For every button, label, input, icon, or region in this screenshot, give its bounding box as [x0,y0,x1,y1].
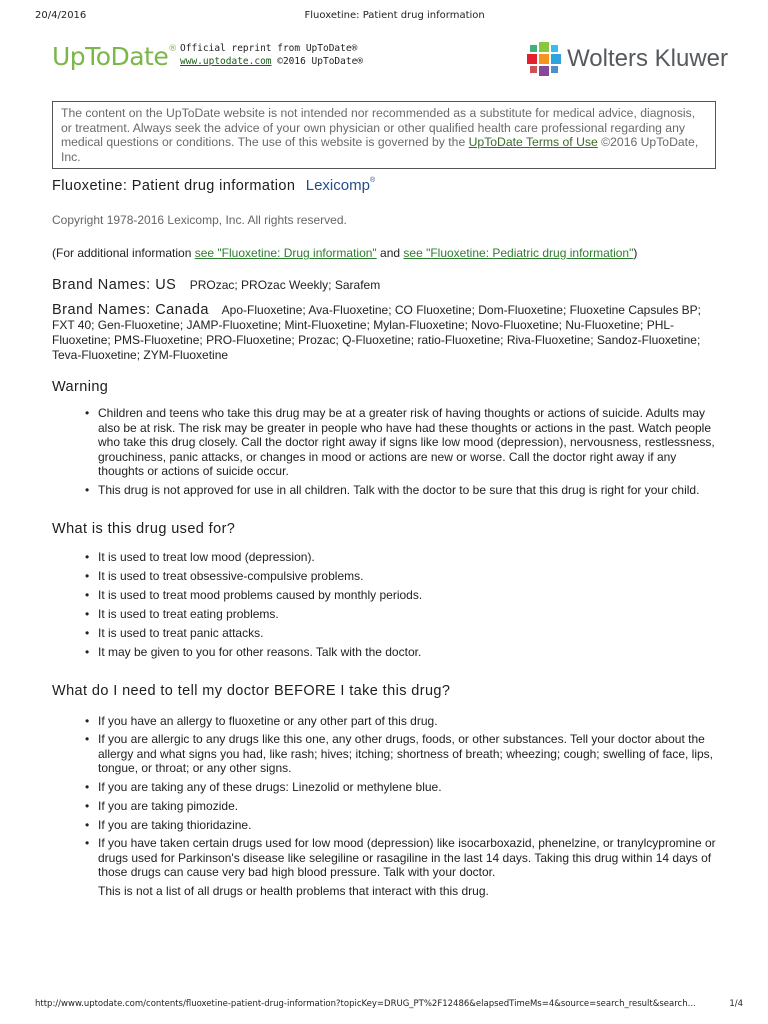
reprint-line: Official reprint from UpToDate® [180,43,358,54]
warning-heading: Warning [52,379,109,395]
print-footer [35,999,743,1009]
print-date: 20/4/2016 [35,10,87,21]
list-item: • Children and teens who take this drug may be at a greater risk of having thoughts or actions of suicide. Adults may also be at risk. The risk may be greater in people who have had these thoughts or actions in the past. Watch people who take this drug closely. Call the doctor right away if signs like low mood (depression), nervousness, restlessness, grouchiness, panic attacks, or changes in mood or actions are new or worse. Call the doctor right away if any thoughts or actions of suicide occur. [52,406,722,479]
wolters-kluwer-text: Wolters Kluwer [567,45,728,72]
interaction-note: This is not a list of all drugs or health problems that interact with this drug. [98,883,489,898]
lexicomp-logo: Lexicomp® [305,177,376,194]
uptodate-url-link[interactable]: www.uptodate.com [180,56,272,67]
list-item: • If you are taking pimozide. [52,799,722,814]
brand-us-names: PROzac; PROzac Weekly; Sarafem [189,278,381,292]
uses-heading: What is this drug used for? [52,521,236,537]
brand-names-canada [52,303,722,363]
list-item: • It is used to treat mood problems caused by monthly periods. [52,588,722,603]
brand-canada-heading: Brand Names: Canada [52,302,209,318]
list-item: • It may be given to you for other reasons. Talk with the doctor. [52,645,722,660]
list-item: • It is used to treat obsessive-compulsive problems. [52,569,722,584]
list-item: • It is used to treat low mood (depression). [52,550,722,565]
brand-us-heading: Brand Names: US [52,277,177,293]
logo-row [52,40,728,80]
list-item: • If you are allergic to any drugs like this one, any other drugs, foods, or other substances. Tell your doctor about the allergy and what signs you had, like rash; hives; itching; shortness of breath; wheezing; cough; swelling of face, lips, tongue, or throat; or any other signs. [52,732,722,776]
article-content [52,177,722,898]
page-url[interactable]: http://www.uptodate.com/contents/fluoxetine-patient-drug-information?topicKey=DRUG_PT%2F12486&elapsedTimeMs=4&source=search_result&search... [35,999,696,1009]
terms-of-use-link[interactable]: UpToDate Terms of Use [468,135,598,149]
list-item: • If you have an allergy to fluoxetine or any other part of this drug. [52,714,722,729]
copyright-text: Copyright 1978-2016 Lexicomp, Inc. All rights reserved. [52,213,347,227]
brand-names-us [52,278,722,293]
print-doc-title: Fluoxetine: Patient drug information [304,10,485,21]
page-title: Fluoxetine: Patient drug information Lexicomp® [52,177,376,194]
reprint-notice: Official reprint from UpToDate® www.uptodate.com ©2016 UpToDate® [180,43,364,67]
drug-info-link[interactable]: see "Fluoxetine: Drug information" [194,246,377,260]
wolters-kluwer-logo[interactable] [527,42,728,76]
before-heading: What do I need to tell my doctor BEFORE I take this drug? [52,682,451,699]
uptodate-logo[interactable]: UpToDate® [52,42,177,71]
uses-list [52,550,722,660]
page-number: 1/4 [729,999,743,1009]
list-item: • This drug is not approved for use in all children. Talk with the doctor to be sure that this drug is right for your child. [52,483,722,498]
wolters-kluwer-mark-icon [527,42,561,76]
pediatric-drug-info-link[interactable]: see "Fluoxetine: Pediatric drug information" [403,246,634,260]
list-item: • If you are taking thioridazine. [52,818,722,833]
warning-list [52,406,722,497]
disclaimer-box: The content on the UpToDate website is not intended nor recommended as a substitute for medical advice, diagnosis, or treatment. Always seek the advice of your own physician or other qualified health care professional regarding any medical questions or conditions. The use of this website is governed by the UpToDate Terms of Use ©2016 UpToDate, Inc. [52,101,716,169]
list-item: • If you have taken certain drugs used for low mood (depression) like isocarboxazid, phenelzine, or tranylcypromine or drugs used for Parkinson's disease like selegiline or rasagiline in the last 14 days. Taking this drug within 14 days of those drugs can cause very bad high blood pressure. Talk with your doctor. [52,836,722,880]
list-item: • If you are taking any of these drugs: Linezolid or methylene blue. [52,780,722,795]
brand-canada-names: Apo-Fluoxetine; Ava-Fluoxetine; CO Fluoxetine; Dom-Fluoxetine; Fluoxetine Capsules BP; FXT 40; Gen-Fluoxetine; JAMP-Fluoxetine; Mint-Fluoxetine; Mylan-Fluoxetine; Novo-Fluoxetine; Nu-Fluoxetine; PHL-Fluoxetine; PMS-Fluoxetine; PRO-Fluoxetine; Prozac; Q-Fluoxetine; ratio-Fluoxetine; Riva-Fluoxetine; Sandoz-Fluoxetine; Teva-Fluoxetine; ZYM-Fluoxetine [52,303,702,362]
before-list [52,714,722,880]
additional-info: (For additional information see "Fluoxetine: Drug information" and see "Fluoxetine: Pediatric drug information") [52,246,638,260]
print-header [35,10,743,21]
list-item: • It is used to treat eating problems. [52,607,722,622]
list-item: • It is used to treat panic attacks. [52,626,722,641]
